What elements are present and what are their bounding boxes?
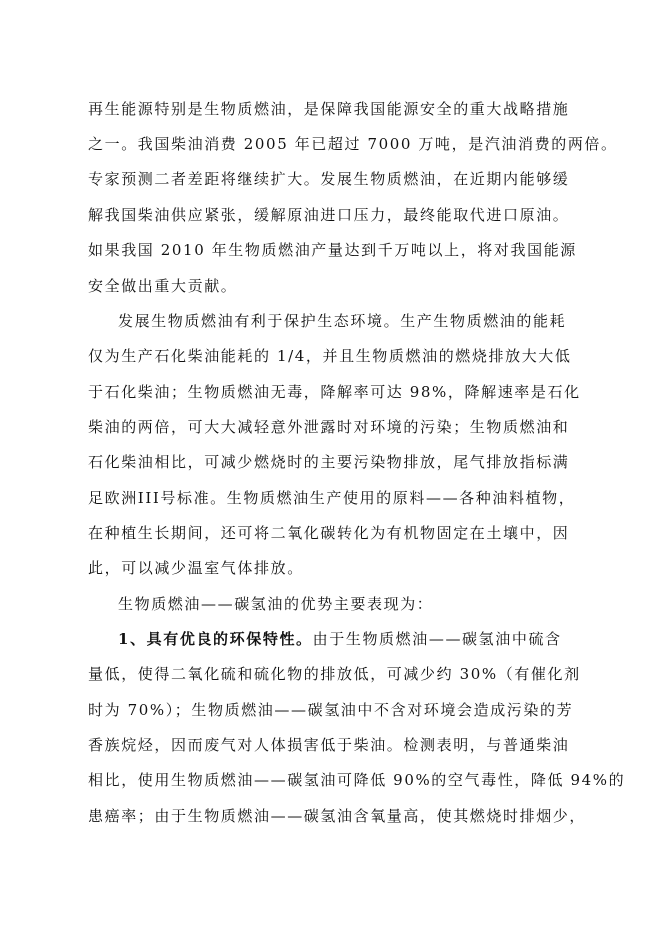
text-line: 之一。我国柴油消费 2005 年已超过 7000 万吨，是汽油消费的两倍。 bbox=[88, 135, 618, 153]
text-line: 发展生物质燃油有利于保护生态环境。生产生物质燃油的能耗 bbox=[118, 312, 567, 330]
text-line: 柴油的两倍，可大大减轻意外泄露时对环境的污染；生物质燃油和 bbox=[88, 418, 570, 436]
text-line: 时为 70%）；生物质燃油——碳氢油中不含对环境会造成污染的芳 bbox=[88, 701, 574, 719]
text-line: 相比，使用生物质燃油——碳氢油可降低 90%的空气毒性，降低 94%的 bbox=[88, 771, 626, 789]
text-line: 解我国柴油供应紧张，缓解原油进口压力，最终能取代进口原油。 bbox=[88, 206, 570, 224]
section-heading: 1、具有优良的环保特性。 bbox=[118, 630, 313, 648]
text-line bbox=[118, 629, 562, 649]
text-line: 在种植生长期间，还可将二氧化碳转化为有机物固定在土壤中，因 bbox=[88, 524, 570, 542]
text-line: 生物质燃油——碳氢油的优势主要表现为： bbox=[118, 595, 434, 613]
text-line: 量低，使得二氧化硫和硫化物的排放低，可减少约 30%（有催化剂 bbox=[88, 665, 581, 683]
text-line: 仅为生产石化柴油能耗的 1/4，并且生物质燃油的燃烧排放大大低 bbox=[88, 347, 572, 365]
text-line: 于石化柴油；生物质燃油无毒，降解率可达 98%，降解速率是石化 bbox=[88, 383, 581, 401]
text-line: 足欧洲III号标准。生物质燃油生产使用的原料——各种油料植物， bbox=[88, 489, 576, 507]
section-text: 由于生物质燃油——碳氢油中硫含 bbox=[312, 630, 562, 648]
text-line: 香族烷烃，因而废气对人体损害低于柴油。检测表明，与普通柴油 bbox=[88, 736, 570, 754]
text-line: 如果我国 2010 年生物质燃油产量达到千万吨以上，将对我国能源 bbox=[88, 241, 577, 259]
text-line: 安全做出重大贡献。 bbox=[88, 277, 238, 295]
text-line: 此，可以减少温室气体排放。 bbox=[88, 559, 304, 577]
text-line: 患癌率；由于生物质燃油——碳氢油含氧量高，使其燃烧时排烟少， bbox=[88, 807, 587, 825]
text-line: 专家预测二者差距将继续扩大。发展生物质燃油，在近期内能够缓 bbox=[88, 170, 570, 188]
text-line: 石化柴油相比，可减少燃烧时的主要污染物排放，尾气排放指标满 bbox=[88, 453, 570, 471]
text-line: 再生能源特别是生物质燃油，是保障我国能源安全的重大战略措施 bbox=[88, 100, 570, 118]
